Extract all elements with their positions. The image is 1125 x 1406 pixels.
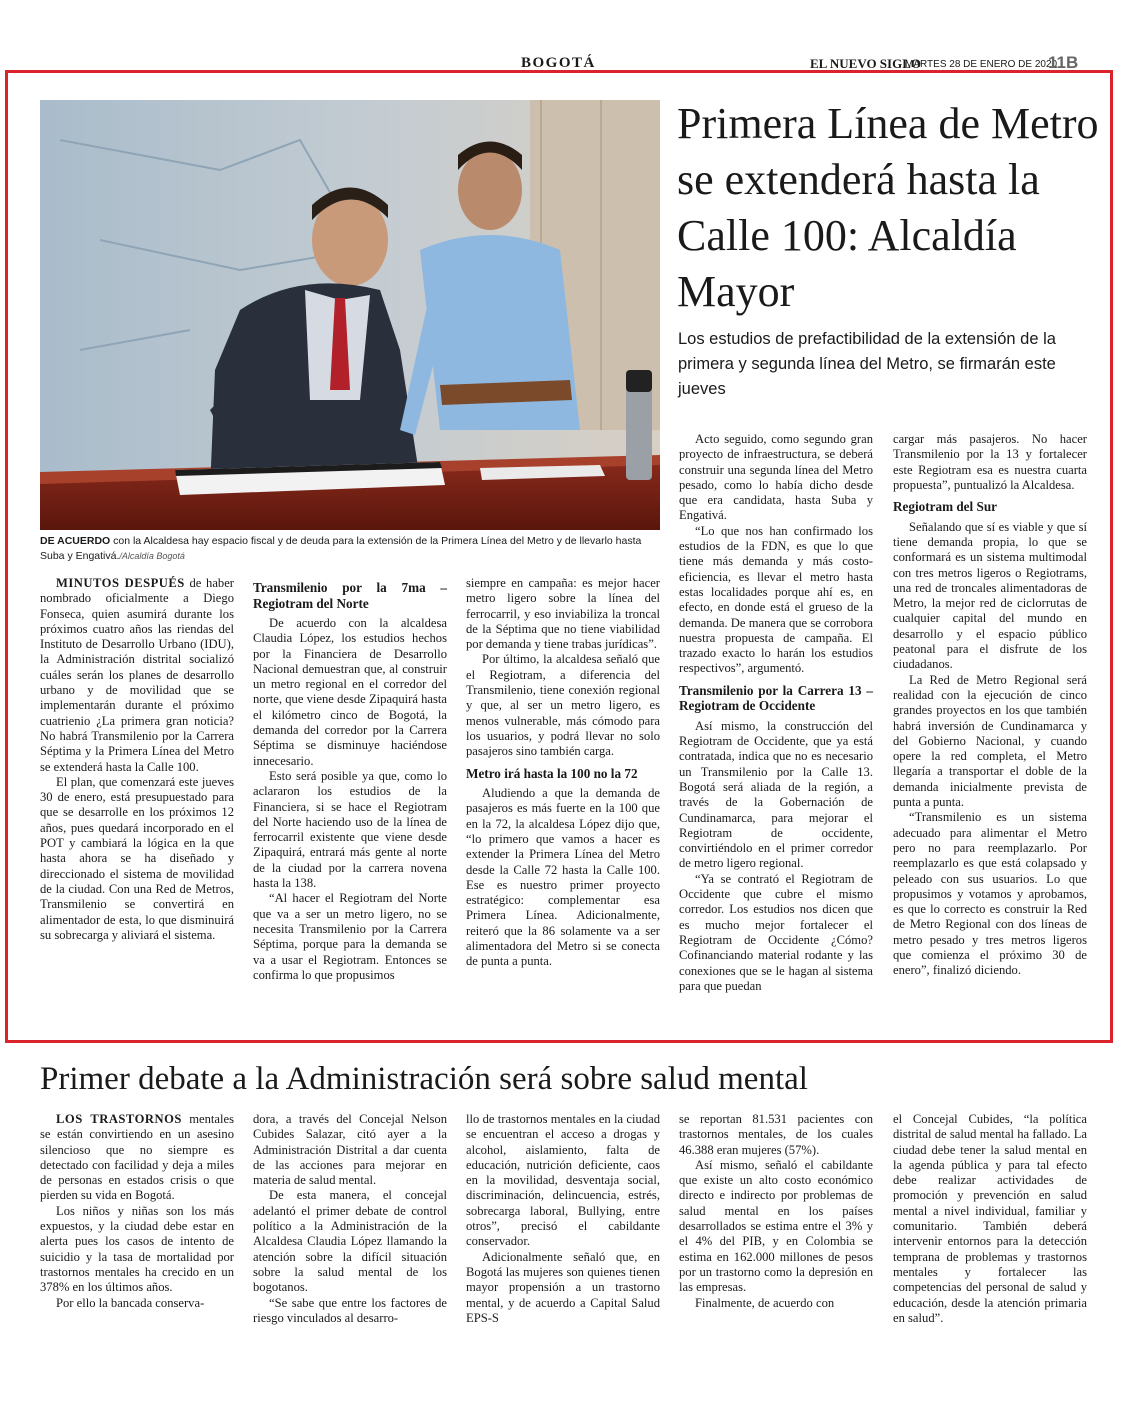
paragraph: “Lo que nos han confirmado los estudios de la FDN, es que lo que tiene más demanda y más costo-eficiencia, es llevar el metro hasta estas localidades porque ahí es, en efecto, en donde está el grueso de la demanda. De manera que se corrobora nuestra propuesta de campaña. El trazado exacto lo harán los estudios respectivos”, argumentó. — [679, 523, 873, 676]
second-article-headline: Primer debate a la Administración será sobre salud mental — [40, 1061, 808, 1097]
paragraph: dora, a través del Concejal Nelson Cubides Salazar, citó ayer a la Administración Distrital a dar cuenta de las acciones para mejorar en materia de salud mental. — [253, 1112, 447, 1188]
paragraph: “Se sabe que entre los factores de riesgo vinculados al desarro- — [253, 1295, 447, 1325]
paragraph: De acuerdo con la alcaldesa Claudia López, los estudios hechos por la Financiera de Desarrollo Nacional demuestran que, al construir un metro regional en el corredor del norte, que viene desde Zipaquirá hasta el kilómetro cinco de Bogotá, la demanda del corredor por la Carrera Séptima se disminuye haciéndose innecesario. — [253, 616, 447, 768]
paragraph: La Red de Metro Regional será realidad con la ejecución de cinco grandes proyectos en los que también habrá inversión de Cundinamarca y del Gobierno Nacional, y cuando opere la red completa, el Metro llegaría a transportar el doble de la demanda inicialmente prevista de punta a punta. — [893, 672, 1087, 810]
caption-lead: DE ACUERDO — [40, 535, 111, 547]
subheading: Transmilenio por la 7ma – Regiotram del Norte — [253, 580, 447, 611]
article2-column-5 — [893, 1112, 1087, 1326]
photo-illustration — [40, 100, 660, 530]
article2-column-4 — [679, 1112, 873, 1311]
paragraph: Así mismo, la construcción del Regiotram de Occidente, que ya está contratada, indica que no es necesario un Transmilenio por la Calle 13. Bogotá será aliada de la región, a través de la Gobernación de Cundinamarca, para mejorar el Regiotram de occidente, convirtiéndolo en el primer corredor de metro ligero regional. — [679, 718, 873, 871]
paragraph: “Al hacer el Regiotram del Norte que va a ser un metro ligero, no se necesita Transmilenio por la Carrera Séptima, porque para la demanda se va a usar el Regiotram. Entonces se confirma lo que propusimos — [253, 891, 447, 982]
article-deck: Los estudios de prefactibilidad de la extensión de la primera y segunda línea del Metro, se firmarán este jueves — [678, 330, 1056, 398]
paragraph: Acto seguido, como segundo gran proyecto de infraestructura, se deberá construir una segunda línea del Metro pesado, como lo había dicho desde que era candidata, hasta Suba y Engativá. — [679, 432, 873, 523]
photo-credit: /Alcaldía Bogotá — [119, 551, 185, 561]
article1-column-4 — [679, 432, 873, 994]
issue-date: MARTES 28 DE ENERO DE 2020 — [905, 59, 1058, 70]
paragraph: Aludiendo a que la demanda de pasajeros es más fuerte en la 100 que en la 72, la alcaldesa López dijo que, “lo primero que vamos a hacer es extender la Primera Línea del Metro desde la Calle 72 hasta la Calle 100. Ese es nuestro primer proyecto estratégico: complementar esa Primera Línea. Adicionalmente, reiteró que la 86 solamente va a ser alimentadora del Metro si se conecta de punta a punta. — [466, 786, 660, 969]
paragraph: “Transmilenio es un sistema adecuado para alimentar el Metro pero no para reemplazarlo. Por reemplazarlo es que está colapsado y peleado con sus usuarios. Lo que propusimos y votamos y aprobamos, es que lo correcto es construir la Red de Metro Regional con dos líneas de metro pesado y tres metros ligeros que comienza el próximo 30 de enero”, finalizó diciendo. — [893, 810, 1087, 978]
subheading: Regiotram del Sur — [893, 499, 998, 515]
paragraph: De esta manera, el concejal adelantó el primer debate de control político a la Administración de la Alcaldesa Claudia López llamando la atención sobre la difícil situación sobre la salud mental de los bogotanos. — [253, 1188, 447, 1295]
article2-column-2 — [253, 1112, 447, 1326]
lead-in: MINUTOS DESPUÉS — [56, 576, 185, 590]
paragraph: Así mismo, señaló el cabildante que existe un alto costo económico directo e indirecto por problemas de salud mental en los países desarrollados se estima entre el 3% y el 4% del PIB, y en Colombia se estima en 162.000 millones de pesos por un trastorno como la depresión en las empresas. — [679, 1157, 873, 1295]
paragraph: el Concejal Cubides, “la política distrital de salud mental ha fallado. La ciudad debe tener la salud mental en la agenda pública y para tal efecto debe realizar actividades de promoción y prevención en salud mental a nivel individual, familiar y comunitario. También deberá intervenir entornos para la detección temprana de problemas y trastornos mentales y fortalecer las competencias del personal de salud y educación, desde la atención primaria en salud”. — [893, 1112, 1087, 1325]
paragraph: El plan, que comenzará este jueves 30 de enero, está presupuestado para que se desarrolle en los próximos 12 años, pues quedará incorporado en el POT y cambiará la lógica en la que hasta ahora se ha diseñado y direccionado el sistema de movilidad de la ciudad. Con una Red de Metros, Transmilenio se convertirá en alimentador de esta, lo que disminuirá su sobrecarga y aliviará el sistema. — [40, 774, 234, 942]
paragraph: Adicionalmente señaló que, en Bogotá las mujeres son quienes tienen mayor propensión a un trastorno mental, y de acuerdo a Capital Salud EPS-S — [466, 1249, 660, 1325]
article-headline: Primera Línea de Metro se extenderá hasta la Calle 100: Alcaldía Mayor — [677, 99, 1099, 316]
section-name: BOGOTÁ — [521, 55, 596, 71]
caption-text: con la Alcaldesa hay espacio fiscal y de deuda para la extensión de la Primera Línea del Metro y de llevarlo hasta Suba y Engativá. — [40, 535, 642, 562]
article1-column-5 — [893, 432, 1087, 979]
subheading: Transmilenio por la Carrera 13 – Regiotram de Occidente — [679, 682, 873, 714]
subheading: Metro irá hasta la 100 no la 72 — [466, 765, 638, 781]
article1-column-3 — [466, 576, 660, 970]
paragraph: llo de trastornos mentales en la ciudad se encuentran el acceso a drogas y alcohol, aislamiento, falta de educación, nutrición deficiente, caos en la movilidad, desventaja social, discriminación, delincuencia, estrés, sobrecarga laboral, Bullying, entre otros”, precisó el cabildante conservador. — [466, 1112, 660, 1249]
newspaper-name: EL NUEVO SIGLO — [810, 56, 921, 71]
paragraph: Señalando que sí es viable y que sí tiene demanda propia, lo que se conformará es un sistema multimodal con tres metros ligeros o Regiotrams, una red de troncales alimentadoras de Metro, la mejor red de ciclorrutas de cualquier capital del mundo en desarrollo y el espacio público peatonal para el disfrute de los ciudadanos. — [893, 519, 1087, 672]
article2-column-3 — [466, 1112, 660, 1326]
paragraph: Esto será posible ya que, como lo aclararon los estudios de la Financiera, si se hace el Regiotram del Norte haciendo uso de la línea de ferrocarril existente que viene desde Zipaquirá, entrará más gente al norte de la ciudad por la carrera novena hasta la 138. — [253, 768, 447, 891]
paragraph: de haber nombrado oficialmente a Diego Fonseca, quien asumirá durante los próximos cuatro años las riendas del Instituto de Desarrollo Urbano (IDU), la Administración distrital socializó cuáles serán los planes de desarrollo urbano y de movilidad que se implementarán durante el próximo cuatrienio ¿La primera gran noticia? No habrá Transmilenio por la Carrera Séptima y la Primera Línea del Metro se extenderá hasta la Calle 100. — [40, 576, 234, 774]
paragraph: Por ello la bancada conserva- — [56, 1295, 205, 1310]
paragraph: siempre en campaña: es mejor hacer metro ligero sobre la línea del ferrocarril, y eso inviabiliza la troncal de la Séptima que no tiene viabilidad por demanda y tiene trabas jurídicas”. — [466, 576, 660, 652]
article1-column-1 — [40, 576, 234, 943]
article-photo — [40, 100, 660, 530]
paragraph: Finalmente, de acuerdo con — [695, 1295, 835, 1310]
paragraph: “Ya se contrató el Regiotram de Occidente que cubre el mismo corredor. Los estudios nos dicen que es mucho mejor fortalecer el Regiotram de Occidente ¿Cómo? Cofinanciando material rodante y las conexiones que se le hagan al sistema para que puedan — [679, 871, 873, 993]
photo-caption — [40, 534, 665, 564]
lead-in: LOS TRASTORNOS — [56, 1112, 182, 1126]
paragraph: cargar más pasajeros. No hacer Transmilenio por la 13 y fortalecer este Regiotram esa es nuestra cuarta propuesta”, puntualizó la Alcaldesa. — [893, 432, 1087, 492]
page-number: 11B — [1048, 53, 1079, 72]
paragraph: se reportan 81.531 pacientes con trastornos mentales, de los cuales 46.388 eran mujeres (57%). — [679, 1112, 873, 1157]
paragraph: Por último, la alcaldesa señaló que el Regiotram, a diferencia del Transmilenio, tiene conexión regional y que, al ser un metro ligero, es menos vulnerable, más cómodo para los usuarios, y podrá llevar no solo pasajeros sino también carga. — [466, 652, 660, 759]
paragraph: Los niños y niñas son los más expuestos, y la ciudad debe estar en alerta pues los casos de intento de suicidio y la tasa de mortalidad por trastornos mentales ha crecido en un 378% en los últimos años. — [40, 1203, 234, 1295]
paragraph: mentales se están convirtiendo en un asesino silencioso que no siempre es detectado con facilidad y deja a miles de personas en estados crisis o que pierden su vida en Bogotá. — [40, 1112, 234, 1203]
article2-column-1 — [40, 1112, 234, 1311]
article1-column-2 — [253, 578, 447, 983]
